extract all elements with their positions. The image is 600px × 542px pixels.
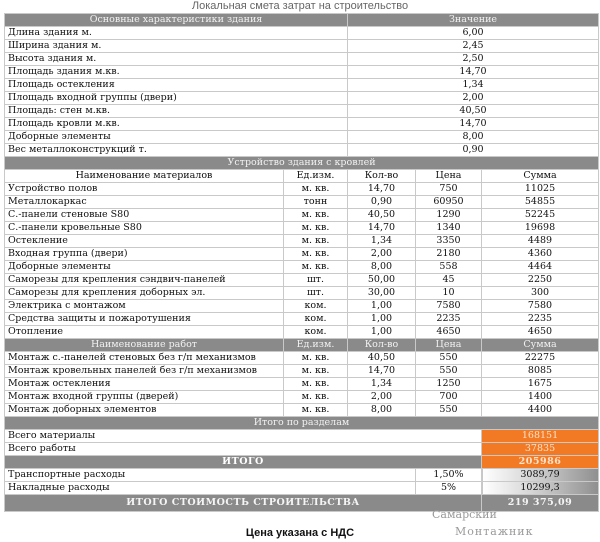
- section-title: Итого по разделам: [5, 417, 599, 430]
- transport-value: 3089,79: [482, 469, 599, 482]
- material-row: [5, 196, 599, 209]
- work-name: Монтаж кровельных панелей без г/п механизмов: [5, 365, 284, 378]
- page-title: Локальная смета затрат на строительство: [191, 0, 409, 12]
- work-cell: 40,50: [348, 352, 416, 365]
- work-cell: 550: [416, 404, 482, 417]
- characteristic-name: Ширина здания м.: [5, 40, 348, 53]
- material-cell: 750: [416, 183, 482, 196]
- characteristic-name: Площадь кровли м.кв.: [5, 118, 348, 131]
- material-cell: м. кв.: [284, 222, 348, 235]
- transport-pct: 1,50%: [416, 469, 482, 482]
- column-header: Сумма: [482, 170, 599, 183]
- characteristic-value: 2,45: [348, 40, 599, 53]
- work-cell: м. кв.: [284, 378, 348, 391]
- material-cell: шт.: [284, 287, 348, 300]
- material-cell: ком.: [284, 300, 348, 313]
- material-cell: 4650: [416, 326, 482, 339]
- characteristics-row: [5, 92, 599, 105]
- characteristic-name: Площадь входной группы (двери): [5, 92, 348, 105]
- total-works-row: [5, 443, 599, 456]
- transport-row: [5, 469, 599, 482]
- characteristic-name: Площадь: стен м.кв.: [5, 105, 348, 118]
- work-name: Монтаж остекления: [5, 378, 284, 391]
- work-cell: м. кв.: [284, 391, 348, 404]
- material-cell: ком.: [284, 326, 348, 339]
- itogo-label: ИТОГО: [5, 456, 482, 469]
- material-cell: ком.: [284, 313, 348, 326]
- material-row: [5, 300, 599, 313]
- totals-section-title: [5, 417, 599, 430]
- material-cell: 558: [416, 261, 482, 274]
- material-cell: 1,00: [348, 313, 416, 326]
- material-row: [5, 183, 599, 196]
- material-name: Остекление: [5, 235, 284, 248]
- material-name: Средства защиты и пожаротушения: [5, 313, 284, 326]
- characteristic-name: Доборные элементы: [5, 131, 348, 144]
- overhead-value: 10299,3: [482, 482, 599, 495]
- materials-section-title: [5, 157, 599, 170]
- material-cell: 1,00: [348, 326, 416, 339]
- material-cell: 3350: [416, 235, 482, 248]
- material-cell: шт.: [284, 274, 348, 287]
- work-row: [5, 378, 599, 391]
- material-row: [5, 274, 599, 287]
- characteristics-row: [5, 105, 599, 118]
- material-cell: 2180: [416, 248, 482, 261]
- work-cell: 8085: [482, 365, 599, 378]
- characteristics-header: [5, 14, 599, 27]
- material-row: [5, 248, 599, 261]
- itogo-row: [5, 456, 599, 469]
- characteristics-row: [5, 40, 599, 53]
- characteristics-header-value: Значение: [348, 14, 599, 27]
- material-cell: 4360: [482, 248, 599, 261]
- work-cell: 550: [416, 365, 482, 378]
- characteristic-name: Вес металлоконструкций т.: [5, 144, 348, 157]
- work-row: [5, 365, 599, 378]
- material-name: Электрика с монтажом: [5, 300, 284, 313]
- material-name: Доборные элементы: [5, 261, 284, 274]
- material-cell: 14,70: [348, 222, 416, 235]
- characteristics-row: [5, 144, 599, 157]
- material-name: Отопление: [5, 326, 284, 339]
- characteristic-name: Длина здания м.: [5, 27, 348, 40]
- total-materials-row: [5, 430, 599, 443]
- material-cell: 7580: [482, 300, 599, 313]
- material-name: Саморезы для крепления доборных эл.: [5, 287, 284, 300]
- material-cell: 10: [416, 287, 482, 300]
- characteristics-row: [5, 27, 599, 40]
- characteristic-value: 2,00: [348, 92, 599, 105]
- characteristic-value: 14,70: [348, 66, 599, 79]
- characteristics-row: [5, 66, 599, 79]
- estimate-table: [4, 13, 599, 512]
- material-cell: 52245: [482, 209, 599, 222]
- work-cell: 1400: [482, 391, 599, 404]
- material-cell: 60950: [416, 196, 482, 209]
- work-row: [5, 352, 599, 365]
- work-name: Монтаж входной группы (дверей): [5, 391, 284, 404]
- vat-note: Цена указана с НДС: [245, 527, 355, 539]
- material-row: [5, 261, 599, 274]
- material-cell: 1,34: [348, 235, 416, 248]
- final-total-row: [5, 495, 599, 512]
- work-cell: 22275: [482, 352, 599, 365]
- overhead-pct: 5%: [416, 482, 482, 495]
- material-cell: тонн: [284, 196, 348, 209]
- characteristic-value: 1,34: [348, 79, 599, 92]
- overhead-row: [5, 482, 599, 495]
- material-cell: 8,00: [348, 261, 416, 274]
- material-cell: 14,70: [348, 183, 416, 196]
- material-row: [5, 235, 599, 248]
- material-row: [5, 209, 599, 222]
- material-cell: 1290: [416, 209, 482, 222]
- material-name: Саморезы для крепления сэндвич-панелей: [5, 274, 284, 287]
- characteristic-value: 8,00: [348, 131, 599, 144]
- work-cell: 1675: [482, 378, 599, 391]
- work-cell: м. кв.: [284, 404, 348, 417]
- material-cell: 300: [482, 287, 599, 300]
- work-cell: 14,70: [348, 365, 416, 378]
- material-cell: 2,00: [348, 248, 416, 261]
- work-row: [5, 391, 599, 404]
- material-cell: м. кв.: [284, 235, 348, 248]
- work-cell: 8,00: [348, 404, 416, 417]
- material-name: С.-панели стеновые S80: [5, 209, 284, 222]
- material-name: Металлокаркас: [5, 196, 284, 209]
- work-cell: 700: [416, 391, 482, 404]
- material-cell: 2250: [482, 274, 599, 287]
- material-cell: 4650: [482, 326, 599, 339]
- material-cell: 54855: [482, 196, 599, 209]
- work-name: Монтаж с.-панелей стеновых без г/п механизмов: [5, 352, 284, 365]
- material-name: Входная группа (двери): [5, 248, 284, 261]
- column-header: Цена: [416, 339, 482, 352]
- column-header: Цена: [416, 170, 482, 183]
- material-cell: 7580: [416, 300, 482, 313]
- work-cell: м. кв.: [284, 352, 348, 365]
- itogo-value: 205986: [482, 456, 599, 469]
- material-cell: 4464: [482, 261, 599, 274]
- work-cell: м. кв.: [284, 365, 348, 378]
- characteristic-value: 6,00: [348, 27, 599, 40]
- characteristics-row: [5, 79, 599, 92]
- material-cell: м. кв.: [284, 209, 348, 222]
- characteristic-value: 2,50: [348, 53, 599, 66]
- characteristics-row: [5, 118, 599, 131]
- characteristic-value: 0,90: [348, 144, 599, 157]
- works-header: [5, 339, 599, 352]
- work-cell: 4400: [482, 404, 599, 417]
- material-name: Устройство полов: [5, 183, 284, 196]
- characteristic-value: 40,50: [348, 105, 599, 118]
- material-row: [5, 326, 599, 339]
- material-cell: м. кв.: [284, 183, 348, 196]
- material-row: [5, 287, 599, 300]
- characteristics-header-label: Основные характеристики здания: [5, 14, 348, 27]
- material-row: [5, 222, 599, 235]
- column-header: Наименование работ: [5, 339, 284, 352]
- characteristics-row: [5, 53, 599, 66]
- material-cell: 1340: [416, 222, 482, 235]
- material-cell: 45: [416, 274, 482, 287]
- material-cell: 19698: [482, 222, 599, 235]
- watermark-line-2: Монтажник: [455, 525, 534, 538]
- total-materials-label: Всего материалы: [5, 430, 482, 443]
- column-header: Сумма: [482, 339, 599, 352]
- column-header: Кол-во: [348, 339, 416, 352]
- material-cell: 1,00: [348, 300, 416, 313]
- work-cell: 550: [416, 352, 482, 365]
- work-row: [5, 404, 599, 417]
- characteristic-name: Высота здания м.: [5, 53, 348, 66]
- material-cell: 2235: [416, 313, 482, 326]
- watermark-line-1: Самарский: [432, 508, 497, 521]
- column-header: Наименование материалов: [5, 170, 284, 183]
- total-works-label: Всего работы: [5, 443, 482, 456]
- column-header: Ед.изм.: [284, 170, 348, 183]
- material-cell: 4489: [482, 235, 599, 248]
- total-materials-value: 168151: [482, 430, 599, 443]
- material-cell: 0,90: [348, 196, 416, 209]
- characteristic-name: Площадь остекления: [5, 79, 348, 92]
- characteristic-value: 14,70: [348, 118, 599, 131]
- section-title: Устройство здания с кровлей: [5, 157, 599, 170]
- materials-header: [5, 170, 599, 183]
- work-cell: 1,34: [348, 378, 416, 391]
- characteristics-row: [5, 131, 599, 144]
- material-cell: 30,00: [348, 287, 416, 300]
- material-cell: м. кв.: [284, 261, 348, 274]
- overhead-label: Накладные расходы: [5, 482, 416, 495]
- material-cell: 50,00: [348, 274, 416, 287]
- material-cell: 2235: [482, 313, 599, 326]
- material-row: [5, 313, 599, 326]
- work-name: Монтаж доборных элементов: [5, 404, 284, 417]
- transport-label: Транспортные расходы: [5, 469, 416, 482]
- final-total-label: ИТОГО СТОИМОСТЬ СТРОИТЕЛЬСТВА: [5, 495, 482, 512]
- material-cell: 11025: [482, 183, 599, 196]
- material-cell: 40,50: [348, 209, 416, 222]
- column-header: Ед.изм.: [284, 339, 348, 352]
- material-cell: м. кв.: [284, 248, 348, 261]
- work-cell: 2,00: [348, 391, 416, 404]
- material-name: С.-панели кровельные S80: [5, 222, 284, 235]
- column-header: Кол-во: [348, 170, 416, 183]
- final-total-value: 219 375,09: [482, 495, 599, 512]
- total-works-value: 37835: [482, 443, 599, 456]
- characteristic-name: Площадь здания м.кв.: [5, 66, 348, 79]
- work-cell: 1250: [416, 378, 482, 391]
